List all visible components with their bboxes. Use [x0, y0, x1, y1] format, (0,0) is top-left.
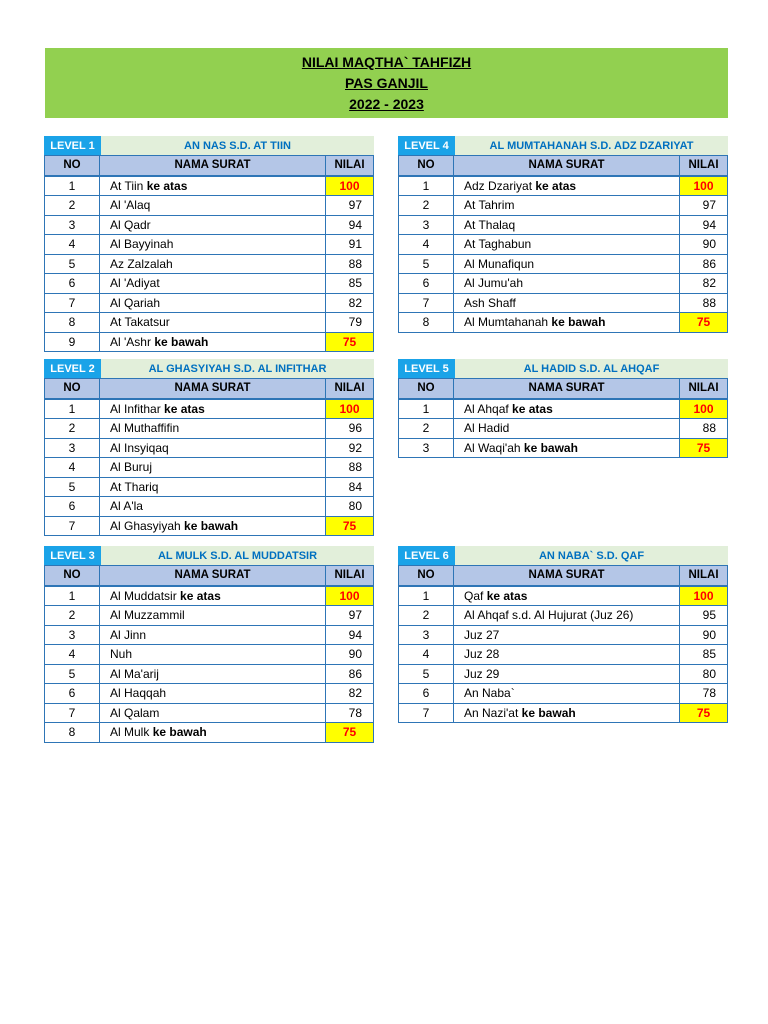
surah-name-cell — [454, 274, 680, 294]
level-tag: LEVEL 6 — [398, 546, 455, 565]
score-value: 84 — [326, 477, 374, 497]
row-number: 4 — [45, 235, 100, 255]
level-table — [44, 378, 374, 536]
surah-name: Al Jumu'ah — [464, 276, 523, 291]
row-number: 2 — [45, 196, 100, 216]
score-value: 75 — [680, 438, 728, 458]
surah-name-cell — [100, 723, 326, 743]
surah-name: At Thalaq — [464, 217, 516, 232]
column-header-name: NAMA SURAT — [100, 566, 326, 586]
score-value: 100 — [680, 176, 728, 196]
surah-name: Juz 29 — [464, 666, 500, 681]
surah-suffix: ke bawah — [154, 334, 209, 349]
surah-name: Al Munafiqun — [464, 256, 535, 271]
table-row — [399, 684, 728, 704]
surah-name-cell — [454, 293, 680, 313]
row-number: 7 — [45, 703, 100, 723]
surah-name: At Tiin — [110, 178, 144, 193]
table-row — [399, 274, 728, 294]
table-row — [399, 254, 728, 274]
level-block — [398, 359, 728, 458]
column-header-value: NILAI — [680, 379, 728, 399]
surah-name: Al Ahqaf — [464, 401, 509, 416]
table-header-row — [399, 566, 728, 586]
surah-suffix: ke atas — [512, 401, 553, 416]
row-number: 1 — [45, 176, 100, 196]
score-value: 90 — [680, 235, 728, 255]
surah-name: Al Haqqah — [110, 686, 167, 701]
surah-name-cell — [100, 235, 326, 255]
surah-name-cell — [100, 477, 326, 497]
surah-name-cell — [454, 399, 680, 419]
surah-name-cell — [100, 606, 326, 626]
score-value: 82 — [680, 274, 728, 294]
row-number: 7 — [399, 703, 454, 723]
surah-name: Al Qalam — [110, 705, 160, 720]
table-row — [399, 664, 728, 684]
level-header — [44, 359, 374, 378]
surah-name: Al Waqi'ah — [464, 440, 521, 455]
surah-suffix: ke atas — [164, 401, 205, 416]
row-number: 5 — [399, 254, 454, 274]
title-line-1: NILAI MAQTHA` TAHFIZH — [301, 53, 472, 70]
table-row — [45, 419, 374, 439]
surah-name-cell — [454, 215, 680, 235]
level-block — [44, 546, 374, 743]
score-value: 86 — [326, 664, 374, 684]
row-number: 5 — [45, 664, 100, 684]
table-row — [45, 664, 374, 684]
surah-name-cell — [100, 313, 326, 333]
row-number: 3 — [399, 215, 454, 235]
row-number: 5 — [45, 254, 100, 274]
surah-name-cell — [100, 625, 326, 645]
level-block — [44, 359, 374, 536]
table-row — [399, 196, 728, 216]
row-number: 2 — [399, 606, 454, 626]
table-row — [45, 293, 374, 313]
surah-name: Al Insyiqaq — [110, 440, 169, 455]
level-tag: LEVEL 1 — [44, 136, 101, 155]
surah-name-cell — [100, 645, 326, 665]
surah-name: Al Mumtahanah — [464, 315, 549, 330]
table-row — [399, 645, 728, 665]
table-row — [399, 606, 728, 626]
surah-name-cell — [454, 419, 680, 439]
score-value: 79 — [326, 313, 374, 333]
surah-name-cell — [100, 215, 326, 235]
table-row — [399, 235, 728, 255]
row-number: 4 — [399, 235, 454, 255]
row-number: 1 — [399, 176, 454, 196]
surah-name-cell — [454, 664, 680, 684]
score-value: 100 — [680, 586, 728, 606]
column-header-name: NAMA SURAT — [454, 379, 680, 399]
level-header — [398, 359, 728, 378]
surah-name-cell — [100, 458, 326, 478]
surah-name: Al Qadr — [110, 217, 151, 232]
surah-name: Al Ma'arij — [110, 666, 159, 681]
level-block — [44, 136, 374, 352]
level-title: AL GHASYIYAH S.D. AL INFITHAR — [101, 359, 374, 378]
row-number: 4 — [45, 645, 100, 665]
level-table — [398, 155, 728, 333]
surah-name-cell — [100, 399, 326, 419]
score-value: 100 — [326, 586, 374, 606]
score-value: 90 — [680, 625, 728, 645]
surah-suffix: ke atas — [535, 178, 577, 193]
row-number: 1 — [399, 399, 454, 419]
table-header-row — [45, 379, 374, 399]
table-row — [45, 497, 374, 517]
score-value: 88 — [680, 419, 728, 439]
surah-name: Al Muthaffifin — [110, 421, 180, 436]
title-banner — [45, 48, 728, 118]
score-value: 85 — [326, 274, 374, 294]
surah-suffix: ke bawah — [551, 315, 606, 330]
level-tag: LEVEL 3 — [44, 546, 101, 565]
score-value: 94 — [326, 215, 374, 235]
table-row — [399, 215, 728, 235]
surah-name: At Thariq — [110, 479, 159, 494]
surah-name-cell — [100, 176, 326, 196]
row-number: 3 — [399, 438, 454, 458]
column-header-name: NAMA SURAT — [454, 566, 680, 586]
surah-name-cell — [454, 703, 680, 723]
table-row — [45, 645, 374, 665]
level-title: AL MUMTAHANAH S.D. ADZ DZARIYAT — [455, 136, 728, 155]
level-block — [398, 546, 728, 723]
score-value: 94 — [680, 215, 728, 235]
surah-name: Al Bayyinah — [110, 237, 174, 252]
column-header-value: NILAI — [326, 566, 374, 586]
score-value: 75 — [680, 703, 728, 723]
surah-name: Az Zalzalah — [110, 256, 173, 271]
surah-name-cell — [100, 516, 326, 536]
score-value: 75 — [326, 723, 374, 743]
surah-name: Al 'Alaq — [110, 198, 151, 213]
surah-name-cell — [454, 645, 680, 665]
row-number: 4 — [45, 458, 100, 478]
surah-name: Ash Shaff — [464, 295, 516, 310]
level-title: AL MULK S.D. AL MUDDATSIR — [101, 546, 374, 565]
surah-name: Al Mulk — [110, 725, 150, 740]
surah-name: At Tahrim — [464, 198, 515, 213]
column-header-name: NAMA SURAT — [100, 379, 326, 399]
surah-name: Al A'la — [110, 499, 143, 514]
score-value: 86 — [680, 254, 728, 274]
row-number: 2 — [45, 419, 100, 439]
surah-name-cell — [100, 438, 326, 458]
row-number: 7 — [45, 516, 100, 536]
score-value: 75 — [326, 332, 374, 352]
row-number: 3 — [45, 438, 100, 458]
surah-name-cell — [454, 196, 680, 216]
row-number: 1 — [45, 586, 100, 606]
row-number: 6 — [45, 274, 100, 294]
surah-name-cell — [100, 293, 326, 313]
score-value: 91 — [326, 235, 374, 255]
surah-name-cell — [100, 254, 326, 274]
row-number: 9 — [45, 332, 100, 352]
row-number: 4 — [399, 645, 454, 665]
table-row — [399, 419, 728, 439]
level-title: AN NAS S.D. AT TIIN — [101, 136, 374, 155]
row-number: 3 — [45, 625, 100, 645]
row-number: 2 — [45, 606, 100, 626]
score-value: 96 — [326, 419, 374, 439]
table-row — [45, 458, 374, 478]
table-row — [45, 586, 374, 606]
surah-name: Al 'Ashr — [110, 334, 151, 349]
table-header-row — [399, 379, 728, 399]
level-tag: LEVEL 2 — [44, 359, 101, 378]
surah-name: Al Infithar — [110, 401, 161, 416]
table-row — [45, 332, 374, 352]
score-value: 100 — [680, 399, 728, 419]
column-header-name: NAMA SURAT — [454, 156, 680, 176]
surah-name: At Takatsur — [110, 315, 170, 330]
title-line-2: PAS GANJIL — [345, 74, 428, 91]
column-header-no: NO — [399, 156, 454, 176]
level-header — [44, 546, 374, 565]
score-value: 78 — [680, 684, 728, 704]
level-title: AN NABA` S.D. QAF — [455, 546, 728, 565]
column-header-no: NO — [45, 379, 100, 399]
surah-name: Al Muddatsir — [110, 588, 177, 603]
row-number: 1 — [399, 586, 454, 606]
row-number: 6 — [399, 684, 454, 704]
column-header-no: NO — [45, 566, 100, 586]
surah-name: Al Ahqaf s.d. Al Hujurat (Juz 26) — [464, 608, 634, 623]
surah-name-cell — [454, 235, 680, 255]
level-tag: LEVEL 4 — [398, 136, 455, 155]
table-row — [45, 723, 374, 743]
table-row — [45, 625, 374, 645]
row-number: 7 — [399, 293, 454, 313]
table-row — [45, 274, 374, 294]
column-header-name: NAMA SURAT — [100, 156, 326, 176]
table-row — [399, 293, 728, 313]
level-header — [44, 136, 374, 155]
table-row — [45, 516, 374, 536]
score-value: 75 — [680, 313, 728, 333]
surah-name-cell — [100, 332, 326, 352]
surah-name-cell — [454, 625, 680, 645]
surah-name-cell — [100, 419, 326, 439]
level-table — [398, 378, 728, 458]
surah-name-cell — [454, 313, 680, 333]
column-header-no: NO — [399, 379, 454, 399]
surah-name: Al Jinn — [110, 627, 147, 642]
surah-name-cell — [454, 684, 680, 704]
table-row — [45, 606, 374, 626]
score-value: 88 — [680, 293, 728, 313]
table-row — [45, 254, 374, 274]
row-number: 8 — [45, 313, 100, 333]
row-number: 5 — [45, 477, 100, 497]
score-value: 78 — [326, 703, 374, 723]
score-value: 94 — [326, 625, 374, 645]
table-row — [45, 399, 374, 419]
level-header — [398, 546, 728, 565]
surah-name: Al Buruj — [110, 460, 153, 475]
table-row — [45, 684, 374, 704]
score-value: 88 — [326, 254, 374, 274]
surah-name: Al Muzzammil — [110, 608, 185, 623]
surah-name-cell — [100, 664, 326, 684]
table-row — [399, 586, 728, 606]
table-row — [399, 176, 728, 196]
surah-name-cell — [454, 438, 680, 458]
table-header-row — [45, 566, 374, 586]
table-row — [399, 703, 728, 723]
surah-name: Al Qariah — [110, 295, 161, 310]
table-row — [45, 313, 374, 333]
surah-name: Adz Dzariyat — [464, 178, 533, 193]
table-row — [399, 399, 728, 419]
column-header-value: NILAI — [680, 156, 728, 176]
column-header-no: NO — [399, 566, 454, 586]
score-value: 80 — [326, 497, 374, 517]
surah-name: An Nazi'at — [464, 705, 519, 720]
surah-suffix: ke bawah — [523, 440, 578, 455]
surah-name-cell — [100, 684, 326, 704]
score-value: 100 — [326, 176, 374, 196]
level-header — [398, 136, 728, 155]
surah-name: Al Ghasyiyah — [110, 518, 181, 533]
table-row — [45, 703, 374, 723]
row-number: 5 — [399, 664, 454, 684]
table-row — [399, 625, 728, 645]
score-value: 82 — [326, 684, 374, 704]
row-number: 6 — [45, 497, 100, 517]
table-row — [45, 176, 374, 196]
surah-name: Al Hadid — [464, 421, 510, 436]
table-row — [45, 235, 374, 255]
surah-name: Al 'Adiyat — [110, 276, 160, 291]
title-line-3: 2022 - 2023 — [349, 95, 424, 112]
level-block — [398, 136, 728, 333]
table-header-row — [399, 156, 728, 176]
row-number: 2 — [399, 419, 454, 439]
surah-name-cell — [100, 586, 326, 606]
level-table — [44, 565, 374, 743]
table-row — [45, 477, 374, 497]
surah-name: Qaf — [464, 588, 484, 603]
surah-name-cell — [100, 274, 326, 294]
surah-name: An Naba` — [464, 686, 515, 701]
row-number: 8 — [45, 723, 100, 743]
table-row — [45, 196, 374, 216]
surah-name-cell — [454, 254, 680, 274]
score-value: 85 — [680, 645, 728, 665]
column-header-value: NILAI — [326, 379, 374, 399]
surah-name-cell — [454, 176, 680, 196]
table-header-row — [45, 156, 374, 176]
score-value: 97 — [680, 196, 728, 216]
score-value: 100 — [326, 399, 374, 419]
surah-name: Juz 27 — [464, 627, 500, 642]
table-row — [45, 215, 374, 235]
row-number: 1 — [45, 399, 100, 419]
surah-name-cell — [454, 586, 680, 606]
surah-name: Juz 28 — [464, 647, 500, 662]
surah-name-cell — [454, 606, 680, 626]
row-number: 6 — [399, 274, 454, 294]
level-tag: LEVEL 5 — [398, 359, 455, 378]
row-number: 8 — [399, 313, 454, 333]
level-title: AL HADID S.D. AL AHQAF — [455, 359, 728, 378]
level-table — [44, 155, 374, 352]
score-value: 95 — [680, 606, 728, 626]
column-header-value: NILAI — [326, 156, 374, 176]
score-value: 97 — [326, 606, 374, 626]
table-row — [399, 438, 728, 458]
surah-suffix: ke atas — [486, 588, 528, 603]
row-number: 3 — [399, 625, 454, 645]
row-number: 2 — [399, 196, 454, 216]
row-number: 3 — [45, 215, 100, 235]
column-header-value: NILAI — [680, 566, 728, 586]
surah-suffix: ke bawah — [521, 705, 576, 720]
surah-suffix: ke atas — [146, 178, 188, 193]
score-value: 88 — [326, 458, 374, 478]
level-table — [398, 565, 728, 723]
score-value: 90 — [326, 645, 374, 665]
surah-name: At Taghabun — [464, 237, 532, 252]
surah-name: Nuh — [110, 647, 133, 662]
surah-name-cell — [100, 497, 326, 517]
surah-name-cell — [100, 196, 326, 216]
table-row — [45, 438, 374, 458]
table-row — [399, 313, 728, 333]
score-value: 75 — [326, 516, 374, 536]
score-value: 97 — [326, 196, 374, 216]
surah-suffix: ke bawah — [184, 518, 239, 533]
score-value: 92 — [326, 438, 374, 458]
surah-name-cell — [100, 703, 326, 723]
row-number: 7 — [45, 293, 100, 313]
score-value: 80 — [680, 664, 728, 684]
column-header-no: NO — [45, 156, 100, 176]
surah-suffix: ke bawah — [152, 725, 207, 740]
row-number: 6 — [45, 684, 100, 704]
surah-suffix: ke atas — [180, 588, 221, 603]
score-value: 82 — [326, 293, 374, 313]
